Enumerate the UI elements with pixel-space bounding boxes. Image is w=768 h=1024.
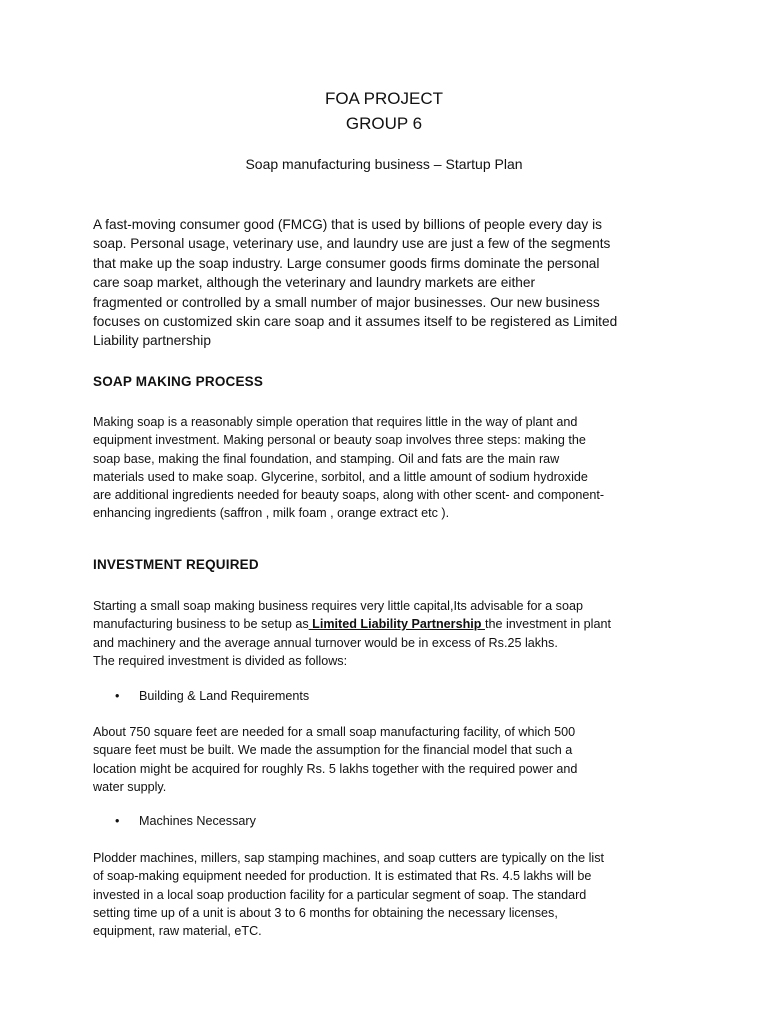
investment-paragraph [93, 597, 693, 670]
paragraph-line: Making soap is a reasonably simple operation that requires little in the way of plant and [93, 415, 578, 429]
paragraph-line: soap base, making the final foundation, and stamping. Oil and fats are the main raw [93, 451, 560, 466]
group-label: GROUP 6 [345, 114, 423, 133]
section-heading-investment-required: INVESTMENT REQUIRED [93, 557, 259, 572]
bullet-label: Machines Necessary [139, 814, 256, 828]
paragraph-line: water supply. [93, 779, 167, 794]
intro-line: fragmented or controlled by a small number of major businesses. Our new business [93, 294, 600, 310]
paragraph-line: Plodder machines, millers, sap stamping machines, and soap cutters are typically on the list [93, 851, 604, 865]
intro-line: A fast-moving consumer good (FMCG) that is used by billions of people every day is [93, 217, 602, 232]
paragraph-line: location might be acquired for roughly Rs. 5 lakhs together with the required power and [93, 761, 578, 776]
text-segment: manufacturing business to be setup as [93, 617, 309, 632]
paragraph-line: invested in a local soap production facility for a particular segment of soap. The standard [93, 887, 587, 902]
bullet-item-building-land [115, 687, 309, 705]
paragraph-line: and machinery and the average annual turnover would be in excess of Rs.25 lakhs. [93, 635, 558, 650]
intro-paragraph [93, 215, 693, 351]
document-subtitle: Soap manufacturing business – Startup Plan [245, 156, 523, 172]
paragraph-line: square feet must be built. We made the assumption for the financial model that such a [93, 743, 573, 758]
soap-making-paragraph [93, 413, 693, 523]
intro-line: Liability partnership [93, 333, 211, 349]
intro-line: that make up the soap industry. Large consumer goods firms dominate the personal [93, 255, 600, 271]
paragraph-line: equipment, raw material, eTC. [93, 924, 262, 939]
bullet-marker-icon: • [115, 814, 120, 828]
paragraph-line-with-link [93, 615, 693, 633]
paragraph-line: of soap-making equipment needed for production. It is estimated that Rs. 4.5 lakhs will be [93, 869, 592, 884]
paragraph-line: materials used to make soap. Glycerine, sorbitol, and a little amount of sodium hydroxide [93, 469, 588, 484]
paragraph-line: The required investment is divided as follows: [93, 653, 348, 668]
paragraph-line: enhancing ingredients (saffron , milk foam , orange extract etc ). [93, 506, 450, 521]
paragraph-line: Starting a small soap making business requires very little capital,Its advisable for a soap [93, 599, 583, 613]
intro-line: care soap market, although the veterinary and laundry markets are either [93, 275, 536, 291]
section-heading-soap-making-process: SOAP MAKING PROCESS [93, 374, 264, 389]
llp-link[interactable]: Limited Liability Partnership [308, 617, 485, 632]
intro-line: focuses on customized skin care soap and it assumes itself to be registered as Limited [93, 314, 618, 330]
paragraph-line: are additional ingredients needed for beauty soaps, along with other scent- and component- [93, 488, 605, 503]
bullet-marker-icon: • [115, 689, 120, 703]
paragraph-line: equipment investment. Making personal or beauty soap involves three steps: making the [93, 433, 586, 448]
paragraph-line: setting time up of a unit is about 3 to 6 months for obtaining the necessary licenses, [93, 905, 558, 920]
machines-paragraph [93, 849, 693, 940]
intro-line: soap. Personal usage, veterinary use, and laundry use are just a few of the segments [93, 236, 611, 252]
document-title: FOA PROJECT [324, 89, 444, 108]
building-paragraph [93, 723, 693, 796]
paragraph-line: About 750 square feet are needed for a small soap manufacturing facility, of which 500 [93, 725, 576, 739]
text-segment: the investment in plant [484, 617, 611, 632]
bullet-label: Building & Land Requirements [139, 689, 310, 703]
bullet-item-machines [115, 812, 256, 830]
